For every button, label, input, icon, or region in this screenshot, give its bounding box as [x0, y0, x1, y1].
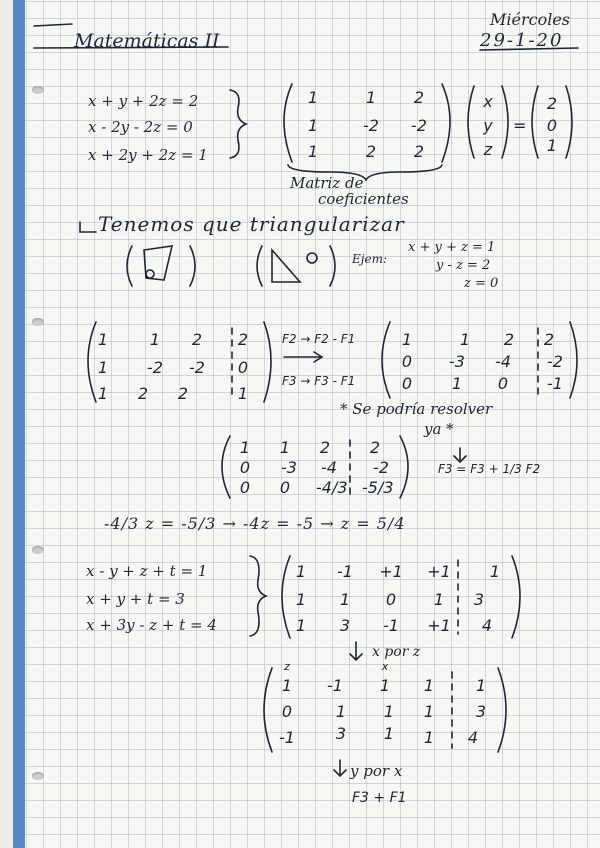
matrix-cell: 0	[239, 478, 251, 497]
aug2-right-paren	[570, 322, 577, 398]
date: 29-1-20	[480, 30, 564, 51]
swap-note-2: y por x	[350, 762, 403, 780]
triangulate-note: Tenemos que triangularizar	[98, 212, 405, 236]
triangle-sketch-1-right-paren	[190, 246, 195, 286]
triangle-sketch-1-left-paren	[127, 246, 132, 286]
system1-eq1: x + y + 2z = 2	[88, 92, 199, 110]
matrix-cell: -2	[373, 458, 389, 477]
matrix-cell: -4/3	[316, 478, 348, 497]
triangle-sketch-1	[144, 246, 172, 280]
row-op-arrow	[284, 352, 322, 362]
matrix-cell: 1	[339, 590, 351, 609]
matrix-cell: 1	[295, 590, 307, 609]
matrix-cell: +1	[427, 616, 451, 635]
triangle-sketch-2	[272, 250, 300, 282]
system1-eq2: x - 2y - 2z = 0	[88, 118, 193, 136]
matrix-cell: 1	[239, 438, 251, 457]
matrix-cell: 1	[149, 330, 161, 349]
matrix-cell: -3	[449, 352, 465, 371]
matrix-cell: 1	[281, 676, 293, 695]
matrix-cell: 1	[383, 702, 395, 721]
system2-brace	[250, 556, 266, 636]
matrix-cell: 1	[365, 88, 377, 107]
matrix-cell: 3	[475, 702, 487, 721]
matrix-cell: 1	[295, 616, 307, 635]
coef-matrix-left-paren	[284, 84, 292, 162]
weekday: Miércoles	[490, 10, 571, 29]
matrix-cell: -2	[547, 352, 563, 371]
matrix-cell: 3	[335, 724, 347, 743]
matrix-cell: 1	[307, 88, 319, 107]
rhs-value: 0	[546, 116, 558, 135]
matrix-cell: 1	[433, 590, 445, 609]
coef-matrix-label-line2: coeficientes	[318, 190, 409, 208]
matrix-cell: 2	[237, 330, 249, 349]
matrix-cell: -1	[279, 728, 295, 747]
matrix-cell: 4	[481, 616, 493, 635]
title-dash	[34, 24, 72, 26]
matrix-cell: 1	[423, 676, 435, 695]
matrix-cell: 0	[281, 702, 293, 721]
aug1-right-paren	[264, 322, 271, 402]
row-op-3: F3 = F3 + 1/3 F2	[438, 462, 541, 476]
matrix-cell: -5/3	[362, 478, 394, 497]
system2-eq1: x - y + z + t = 1	[86, 562, 208, 580]
rhs-value: 1	[546, 136, 558, 155]
var-z: z	[483, 140, 493, 159]
aug3-right-paren	[400, 436, 408, 498]
matrix-cell: 2	[369, 438, 381, 457]
example-eq2: y - z = 2	[436, 258, 491, 273]
page-title: Matemáticas II	[74, 30, 220, 52]
coef-matrix-label-line1: Matriz de	[290, 174, 364, 192]
matrix-cell: 2	[319, 438, 331, 457]
solvable-note-1: * Se podría resolver	[340, 400, 493, 418]
matrix-cell: 2	[413, 88, 425, 107]
matrix-cell: 1	[97, 358, 109, 377]
matrix-cell: 1	[97, 330, 109, 349]
matrix-cell: 0	[239, 458, 251, 477]
matrix-cell: -4	[321, 458, 337, 477]
matrix-cell: 1	[307, 142, 319, 161]
arrow-bullet	[80, 222, 96, 232]
equals-sign: =	[513, 116, 527, 135]
triangle-sketch-1-zero	[146, 270, 154, 278]
matrix-cell: 2	[177, 384, 189, 403]
matrix-cell: -4	[495, 352, 511, 371]
aug3-left-paren	[222, 436, 230, 498]
matrix-cell: 1	[307, 116, 319, 135]
matrix-cell: 2	[543, 330, 555, 349]
example-eq1: x + y + z = 1	[408, 240, 496, 255]
matrix-cell: 1	[279, 438, 291, 457]
aug4-right-paren	[512, 556, 520, 638]
matrix-cell: +1	[427, 562, 451, 581]
matrix-cell: -1	[337, 562, 353, 581]
matrix-cell: 2	[137, 384, 149, 403]
solvable-note-2: ya *	[424, 420, 454, 438]
matrix-cell: 1	[475, 676, 487, 695]
matrix-cell: 3	[339, 616, 351, 635]
matrix-cell: 1	[383, 724, 395, 743]
var-x: x	[483, 92, 493, 111]
matrix-cell: 0	[401, 374, 413, 393]
matrix-cell: -2	[189, 358, 205, 377]
matrix-cell: -1	[327, 676, 343, 695]
aug5-right-paren	[498, 668, 506, 752]
var-y: y	[483, 116, 493, 135]
matrix-cell: 1	[423, 728, 435, 747]
matrix-cell: -1	[547, 374, 563, 393]
matrix-cell: 1	[489, 562, 501, 581]
matrix-cell: 1	[295, 562, 307, 581]
matrix-cell: -2	[411, 116, 427, 135]
row-op-2: F3 → F3 - F1	[282, 374, 356, 388]
down-arrow	[454, 448, 466, 462]
matrix-cell: -2	[363, 116, 379, 135]
column-header: z	[284, 660, 290, 673]
aug5-left-paren	[264, 668, 272, 752]
down-arrow	[334, 760, 346, 776]
matrix-cell: -1	[383, 616, 399, 635]
solution-line: -4/3 z = -5/3 → -4z = -5 → z = 5/4	[104, 514, 406, 533]
system1-eq3: x + 2y + 2z = 1	[88, 146, 208, 164]
matrix-cell: 0	[237, 358, 249, 377]
matrix-cell: 1	[237, 384, 249, 403]
matrix-cell: 0	[279, 478, 291, 497]
triangle-sketch-2-left-paren	[257, 246, 262, 286]
matrix-cell: +1	[379, 562, 403, 581]
date-underline	[480, 48, 578, 50]
matrix-cell: 0	[497, 374, 509, 393]
matrix-cell: 0	[401, 352, 413, 371]
matrix-cell: 2	[503, 330, 515, 349]
matrix-cell: 3	[473, 590, 485, 609]
system1-brace	[230, 90, 246, 158]
column-header: x	[381, 660, 389, 673]
matrix-cell: 1	[459, 330, 471, 349]
row-op-1: F2 → F2 - F1	[282, 332, 356, 346]
system2-eq3: x + 3y - z + t = 4	[86, 616, 217, 634]
matrix-cell: 1	[379, 676, 391, 695]
row-op-4: F3 + F1	[352, 790, 407, 806]
rhs-value: 2	[546, 94, 558, 113]
matrix-cell: 1	[335, 702, 347, 721]
matrix-cell: 2	[413, 142, 425, 161]
system2-eq2: x + y + t = 3	[86, 590, 185, 608]
matrix-cell: -2	[147, 358, 163, 377]
matrix-cell: 1	[401, 330, 413, 349]
matrix-cell: 1	[97, 384, 109, 403]
matrix-cell: -3	[281, 458, 297, 477]
triangle-sketch-2-right-paren	[330, 246, 335, 286]
swap-note-1: x por z	[372, 644, 421, 660]
example-eq3: z = 0	[464, 276, 499, 291]
matrix-cell: 2	[191, 330, 203, 349]
down-arrow	[350, 642, 362, 660]
matrix-cell: 1	[423, 702, 435, 721]
matrix-cell: 1	[451, 374, 463, 393]
example-label: Ejem:	[352, 252, 388, 266]
matrix-cell: 0	[385, 590, 397, 609]
coef-matrix-right-paren	[442, 84, 450, 162]
title-underline	[34, 47, 228, 48]
triangle-sketch-2-zero	[307, 253, 317, 263]
matrix-cell: 2	[365, 142, 377, 161]
matrix-cell: 4	[467, 728, 479, 747]
aug2-left-paren	[382, 322, 390, 398]
